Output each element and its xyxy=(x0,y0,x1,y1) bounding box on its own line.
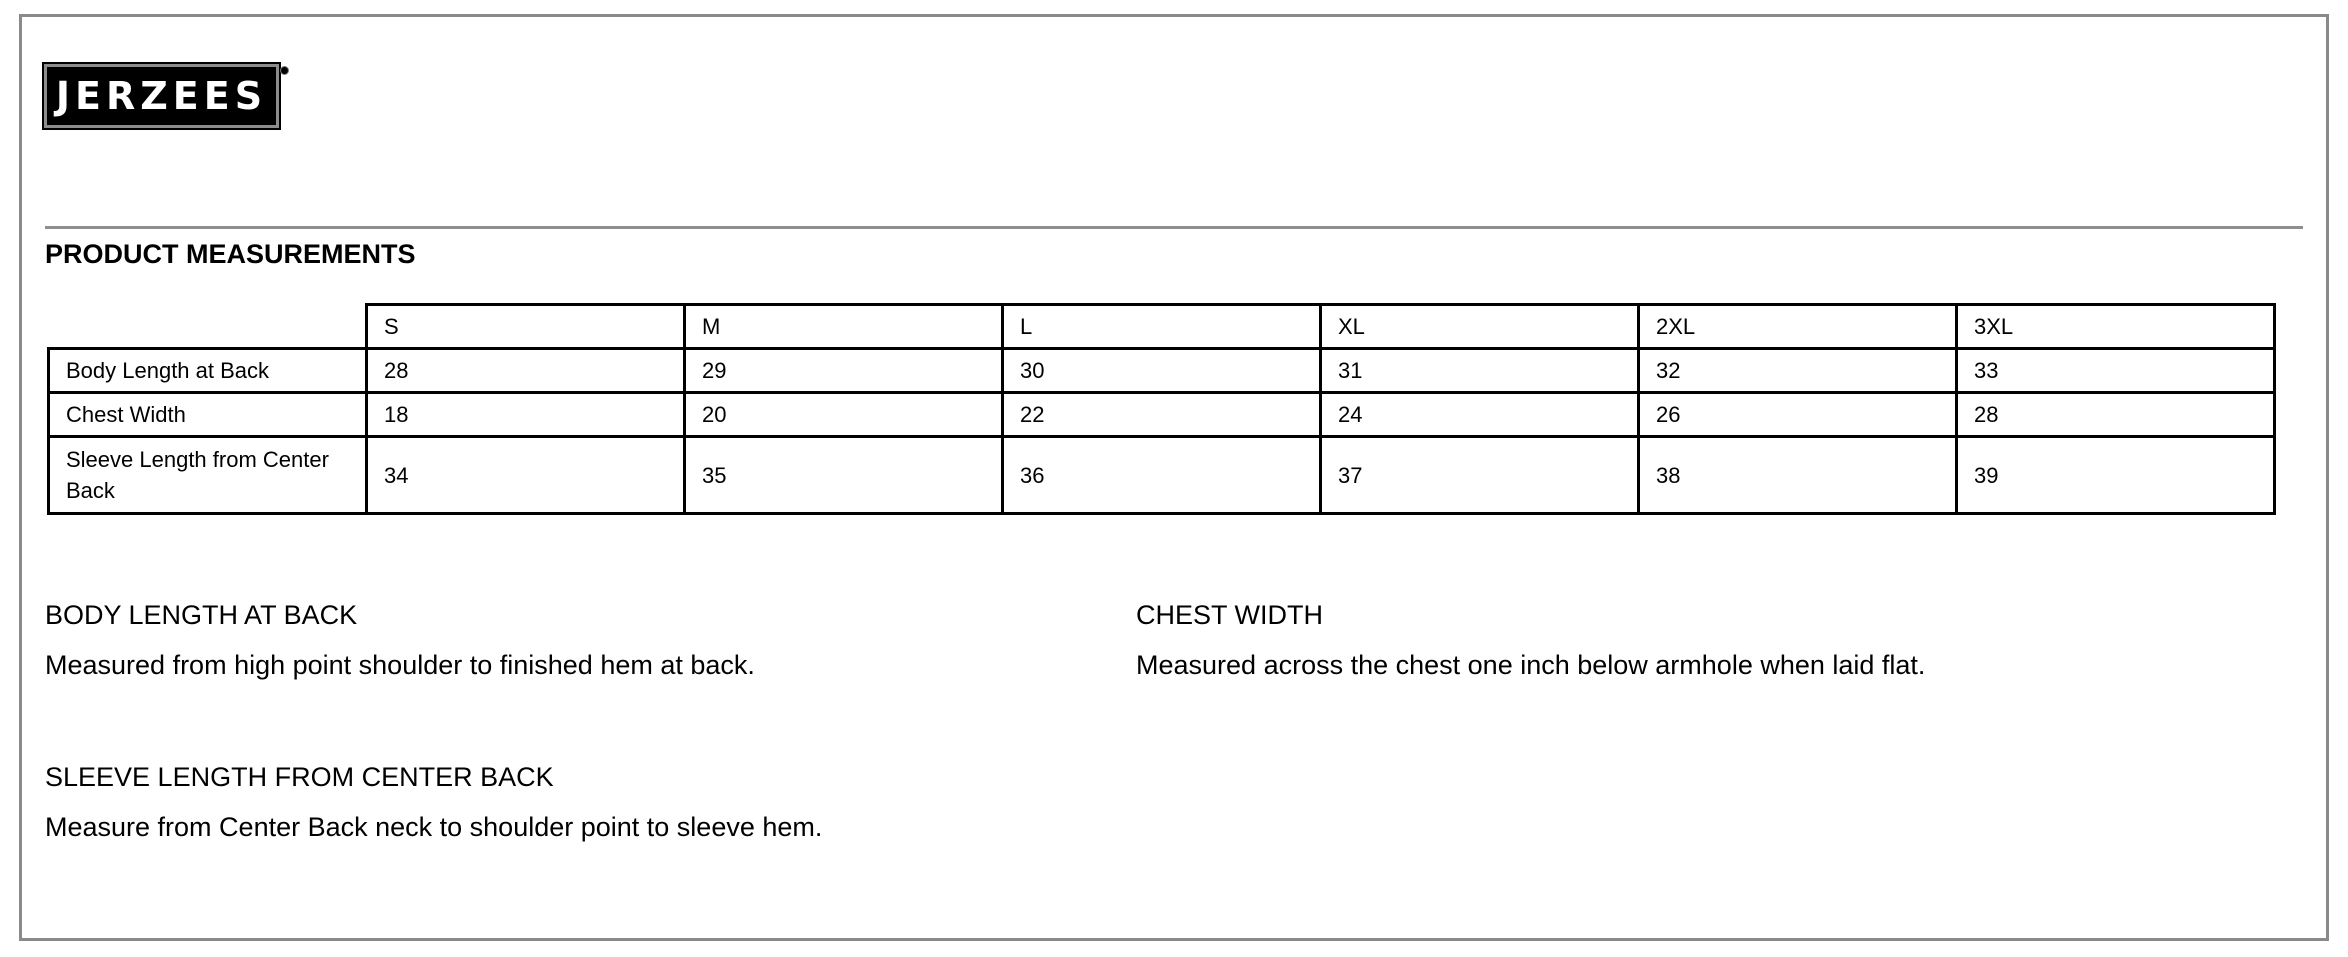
table-cell: 34 xyxy=(367,437,685,514)
table-cell: 38 xyxy=(1639,437,1957,514)
table-header-row xyxy=(49,305,2275,349)
table-cell: 29 xyxy=(685,349,1003,393)
definition-text-chest-width: Measured across the chest one inch below armhole when laid flat. xyxy=(1136,650,1926,680)
table-corner-cell xyxy=(49,305,367,349)
table-cell: 33 xyxy=(1957,349,2275,393)
table-cell: 31 xyxy=(1321,349,1639,393)
brand-logo-text: JERZEES xyxy=(55,74,268,118)
definition-title-chest-width: CHEST WIDTH xyxy=(1136,600,1323,630)
table-cell: 30 xyxy=(1003,349,1321,393)
size-header-s: S xyxy=(367,305,685,349)
table-row xyxy=(49,393,2275,437)
table-cell: 36 xyxy=(1003,437,1321,514)
definition-title-body-length: BODY LENGTH AT BACK xyxy=(45,600,358,630)
definition-text-body-length: Measured from high point shoulder to finished hem at back. xyxy=(45,650,755,680)
table-row xyxy=(49,349,2275,393)
size-header-3xl: 3XL xyxy=(1957,305,2275,349)
table-cell: 28 xyxy=(367,349,685,393)
header-divider xyxy=(45,226,2303,229)
table-cell: 35 xyxy=(685,437,1003,514)
table-cell: 32 xyxy=(1639,349,1957,393)
size-header-xl: XL xyxy=(1321,305,1639,349)
table-cell: 39 xyxy=(1957,437,2275,514)
table-cell: 37 xyxy=(1321,437,1639,514)
measurements-table xyxy=(47,303,2276,515)
section-title: PRODUCT MEASUREMENTS xyxy=(45,239,416,269)
definition-title-sleeve-length: SLEEVE LENGTH FROM CENTER BACK xyxy=(45,762,554,792)
size-header-l: L xyxy=(1003,305,1321,349)
brand-logo xyxy=(44,64,279,128)
table-cell: 20 xyxy=(685,393,1003,437)
table-row xyxy=(49,437,2275,514)
table-cell: 26 xyxy=(1639,393,1957,437)
table-cell: 24 xyxy=(1321,393,1639,437)
registered-mark-icon xyxy=(280,66,289,75)
table-cell: 18 xyxy=(367,393,685,437)
size-header-m: M xyxy=(685,305,1003,349)
row-label: Chest Width xyxy=(49,393,367,437)
table-cell: 22 xyxy=(1003,393,1321,437)
row-label: Sleeve Length from Center Back xyxy=(49,437,367,514)
definition-text-sleeve-length: Measure from Center Back neck to shoulder point to sleeve hem. xyxy=(45,812,823,842)
row-label: Body Length at Back xyxy=(49,349,367,393)
size-header-2xl: 2XL xyxy=(1639,305,1957,349)
table-cell: 28 xyxy=(1957,393,2275,437)
